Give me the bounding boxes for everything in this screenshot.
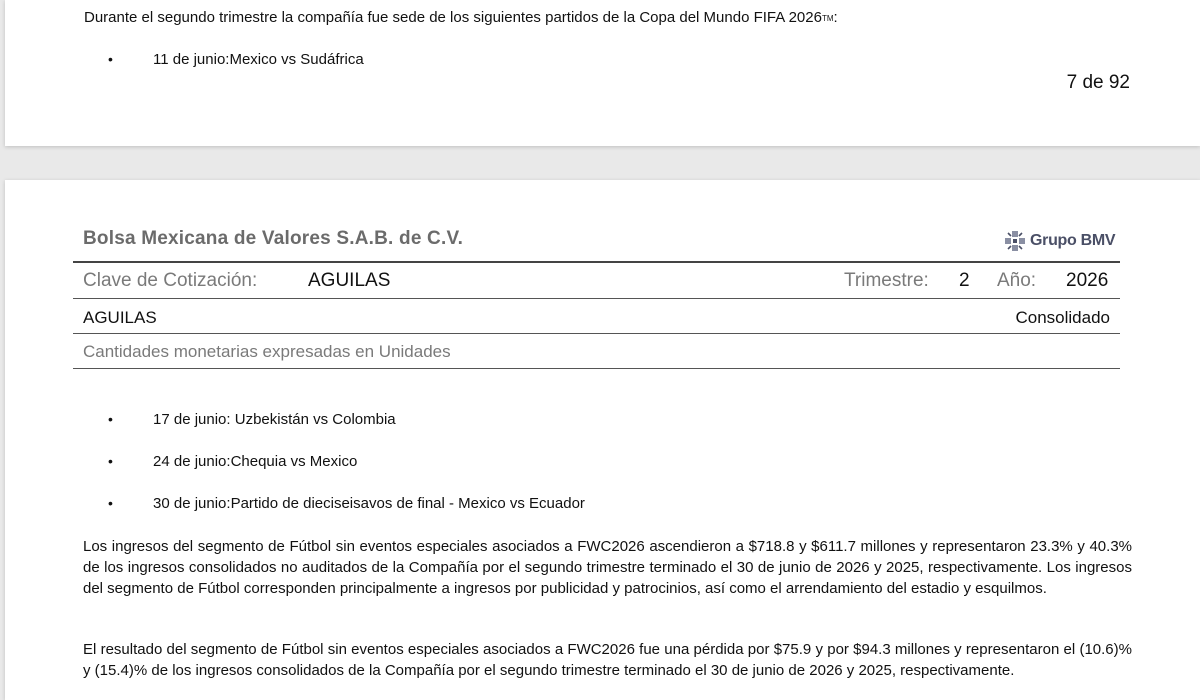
company-title: Bolsa Mexicana de Valores S.A.B. de C.V. <box>83 228 464 249</box>
cantidades-note: Cantidades monetarias expresadas en Unidades <box>83 342 451 361</box>
anio-value: 2026 <box>1066 270 1109 291</box>
trimestre-value: 2 <box>959 270 970 291</box>
grupo-bmv-logo <box>1002 228 1115 254</box>
intro-suffix: : <box>833 9 838 26</box>
paragraph-ingresos: Los ingresos del segmento de Fútbol sin eventos especiales asociados a FWC2026 ascendieron a $718.8 y $611.7 millones y representaron 23.3% y 40.3% de los ingresos consolidados no auditados de la Compañía por el segundo trimestre terminado el 30 de junio de 2026 y 2025, respectivamente. Los ingresos del segmento de Fútbol corresponden principalmente a ingresos por publicidad y patrocinios, así como el arrendamiento del estadio y esquilmos. <box>83 538 1132 597</box>
intro-text: Durante el segundo trimestre la compañía fue sede de los siguientes partidos de la Copa del Mundo FIFA 2026 <box>84 9 822 26</box>
document-page-current <box>5 180 1200 700</box>
header-divider <box>73 261 1120 263</box>
bmv-logo-icon <box>1002 230 1028 252</box>
intro-sentence <box>84 9 838 26</box>
trademark-mark: TM <box>821 14 834 23</box>
clave-value: AGUILAS <box>308 270 391 291</box>
emisora-value: AGUILAS <box>83 308 157 327</box>
logo-text: Grupo BMV <box>1030 232 1116 249</box>
list-item-text: 30 de junio:Partido de dieciseisavos de final - Mexico vs Ecuador <box>153 495 585 512</box>
header-divider <box>73 298 1120 299</box>
bullet-icon: • <box>108 453 113 469</box>
header-divider <box>73 333 1120 334</box>
clave-label: Clave de Cotización: <box>83 270 258 291</box>
bullet-icon: • <box>108 495 113 511</box>
paragraph-resultado: El resultado del segmento de Fútbol sin eventos especiales asociados a FWC2026 fue una pérdida por $75.9 y por $94.3 millones y representaron el (10.6)% y (15.4)% de los ingresos consolidados de la Compañía por el segundo trimestre terminado el 30 de junio de 2026 y 2025, respectivamente. <box>83 641 1132 679</box>
consolidado-label: Consolidado <box>1015 308 1110 327</box>
list-item-text: 24 de junio:Chequia vs Mexico <box>153 453 358 470</box>
bullet-icon: • <box>108 51 113 67</box>
header-divider <box>73 368 1120 369</box>
bullet-icon: • <box>108 411 113 427</box>
anio-label: Año: <box>997 270 1037 291</box>
trimestre-label: Trimestre: <box>844 270 929 291</box>
page-number: 7 de 92 <box>1066 72 1130 93</box>
document-page-previous <box>5 0 1200 146</box>
list-item-text: 11 de junio:Mexico vs Sudáfrica <box>153 51 364 68</box>
list-item-text: 17 de junio: Uzbekistán vs Colombia <box>153 411 396 428</box>
